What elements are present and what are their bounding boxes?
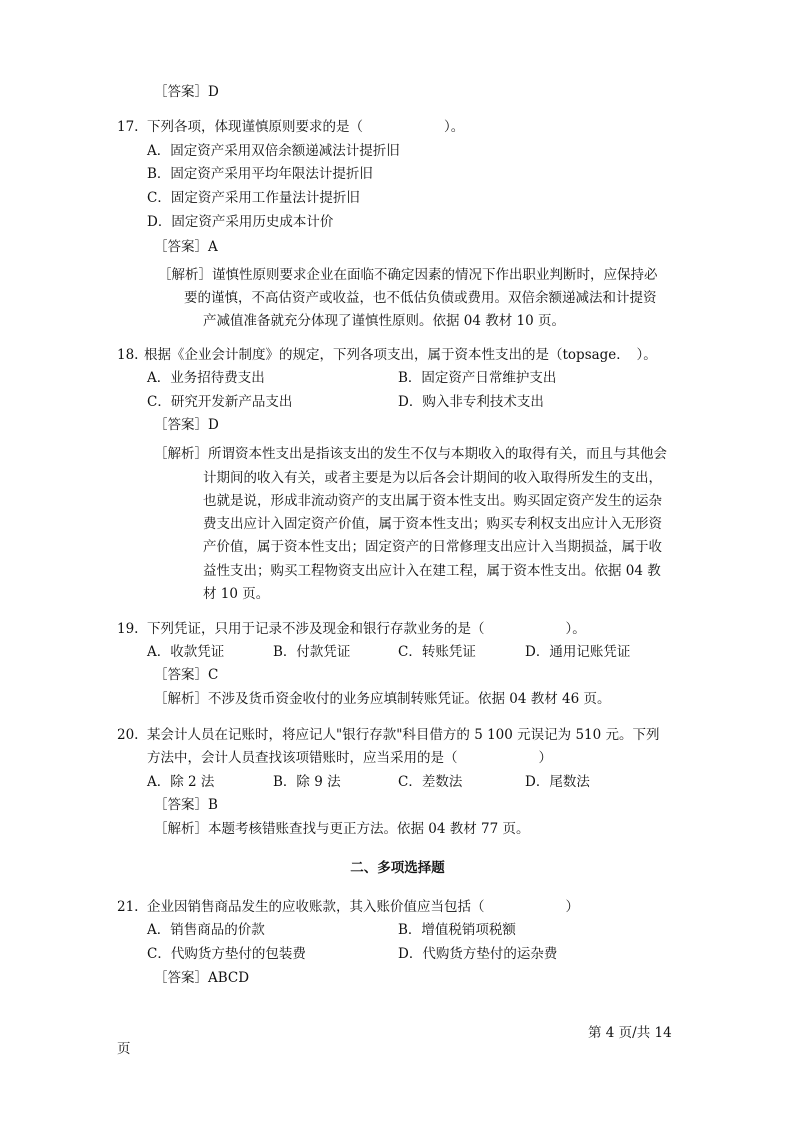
option-a: A．收款凭证 <box>147 644 225 660</box>
section-title: 二、多项选择题 <box>350 860 445 876</box>
option-a: A．业务招待费支出 <box>147 370 265 386</box>
question-number: 21. <box>117 899 139 915</box>
analysis-line: 要的谨慎，不高估资产或收益，也不低估负债或费用。双倍余额递减法和计提资 <box>184 290 657 306</box>
question-number: 18. <box>117 347 139 363</box>
analysis-line: 材 10 页。 <box>203 586 270 602</box>
question-number: 17. <box>117 119 139 135</box>
question-stem: 下列凭证，只用于记录不涉及现金和银行存款业务的是（ ）。 <box>147 621 586 637</box>
option-d: D．购入非专利技术支出 <box>398 394 544 410</box>
question-stem: 根据《企业会计制度》的规定，下列各项支出，属于资本性支出的是（topsage． ）。 <box>144 347 657 363</box>
option-d: D．通用记账凭证 <box>525 644 631 660</box>
question-number: 20. <box>117 727 139 743</box>
page-number-tail: 页 <box>117 1041 131 1057</box>
analysis-line: 产价值，属于资本性支出；固定资产的日常修理支出应计入当期损益，属于收 <box>203 539 662 555</box>
option-c: C．代购货方垫付的包装费 <box>147 946 306 962</box>
question-stem: 方法中，会计人员查找该项错账时，应当采用的是（ ） <box>147 750 552 766</box>
question-stem: 某会计人员在记账时，将应记人"银行存款"科目借方的 5 100 元误记为 510 元。下列 <box>147 727 660 743</box>
option-b: B．固定资产采用平均年限法计提折旧 <box>147 166 373 182</box>
question-number: 19. <box>117 621 139 637</box>
option-c: C．差数法 <box>398 774 463 790</box>
answer-line: ［答案］D <box>154 84 219 100</box>
option-b: B．除 9 法 <box>273 774 341 790</box>
analysis-line: ［解析］本题考核错账查找与更正方法。依据 04 教材 77 页。 <box>154 821 530 837</box>
option-b: B．固定资产日常维护支出 <box>398 370 557 386</box>
option-a: A．固定资产采用双倍余额递减法计提折旧 <box>147 143 400 159</box>
analysis-line: ［解析］不涉及货币资金收付的业务应填制转账凭证。依据 04 教材 46 页。 <box>154 691 611 707</box>
question-stem: 企业因销售商品发生的应收账款，其入账价值应当包括（ ） <box>147 899 579 915</box>
analysis-line: ［解析］谨慎性原则要求企业在面临不确定因素的情况下作出职业判断时，应保持必 <box>158 267 658 283</box>
option-c: C．转账凭证 <box>398 644 476 660</box>
question-stem: 下列各项，体现谨慎原则要求的是（ ）。 <box>147 119 465 135</box>
option-d: D．代购货方垫付的运杂费 <box>398 946 558 962</box>
answer-line: ［答案］A <box>154 239 218 255</box>
answer-line: ［答案］D <box>154 417 219 433</box>
analysis-line: 也就是说，形成非流动资产的支出属于资本性支出。购买固定资产发生的运杂 <box>203 493 662 509</box>
analysis-line: 费支出应计入固定资产价值，属于资本性支出；购买专利权支出应计入无形资 <box>203 516 662 532</box>
analysis-line: 产减值准备就充分体现了谨慎性原则。依据 04 教材 10 页。 <box>203 313 566 329</box>
option-d: D．固定资产采用历史成本计价 <box>147 214 334 230</box>
option-c: C．研究开发新产品支出 <box>147 394 293 410</box>
answer-line: ［答案］B <box>154 797 218 813</box>
option-d: D．尾数法 <box>525 774 590 790</box>
analysis-line: 计期间的收入有关，或者主要是为以后各会计期间的收入取得所发生的支出， <box>203 470 662 486</box>
option-a: A．除 2 法 <box>147 774 215 790</box>
answer-line: ［答案］ABCD <box>154 970 250 986</box>
answer-line: ［答案］C <box>154 667 219 683</box>
analysis-line: 益性支出；购买工程物资支出应计入在建工程，属于资本性支出。依据 04 教 <box>203 563 661 579</box>
page-number: 第 4 页/共 14 <box>588 1025 672 1041</box>
option-b: B．付款凭证 <box>273 644 351 660</box>
option-b: B．增值税销项税额 <box>398 922 516 938</box>
analysis-line: ［解析］所谓资本性支出是指该支出的发生不仅与本期收入的取得有关，而且与其他会 <box>154 446 667 462</box>
option-a: A．销售商品的价款 <box>147 922 265 938</box>
option-c: C．固定资产采用工作量法计提折旧 <box>147 190 360 206</box>
